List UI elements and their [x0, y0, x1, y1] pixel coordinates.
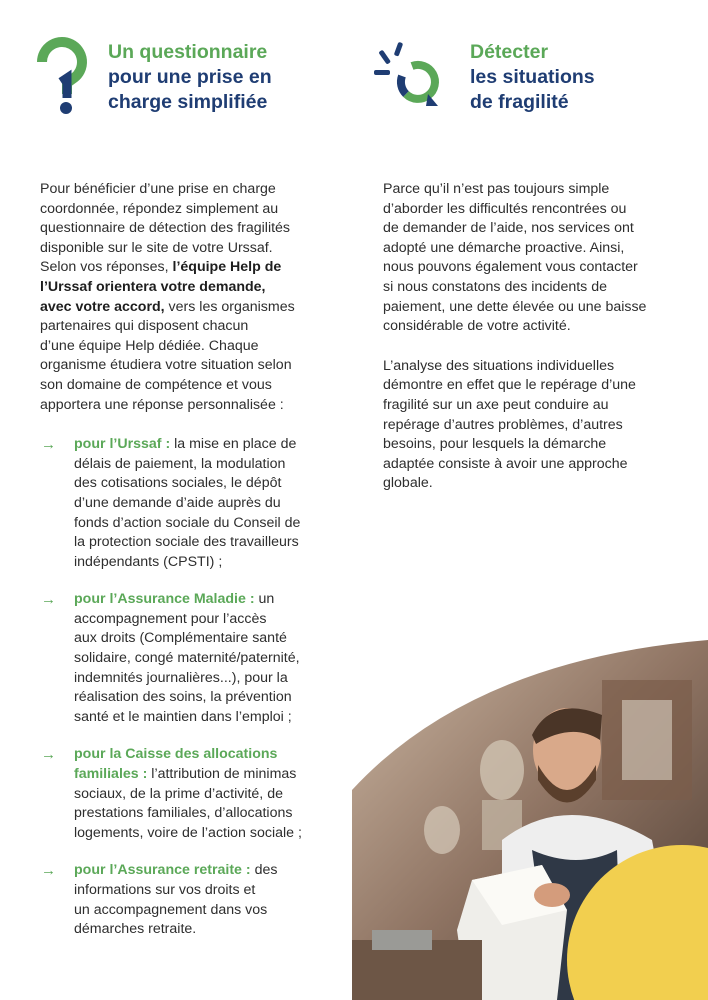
text-line: démarches retraite. [74, 921, 197, 938]
bullet-label: pour l’Urssaf : [74, 436, 171, 453]
magnifier-burst-icon [372, 36, 442, 116]
text-line [74, 861, 340, 881]
text-line: aux droits (Complémentaire santé [74, 630, 287, 647]
text-line: repérage d’autres problèmes, d’autres [383, 416, 623, 433]
bullet-label: pour l’Assurance retraite : [74, 862, 251, 879]
text-line: globale. [383, 475, 433, 492]
text-run: l’attribution de minimas [147, 766, 297, 783]
text-line: de demander de l’aide, nos services ont [383, 220, 634, 237]
text-run: Selon vos réponses, [40, 259, 173, 276]
text-line: prestations familiales, d’allocations [74, 805, 293, 822]
bullet-urssaf [40, 435, 340, 572]
text-line [74, 435, 340, 455]
text-line: indépendants (CPSTI) ; [74, 553, 223, 570]
photo-illustration [352, 640, 708, 1000]
title-line: les situations [470, 66, 595, 88]
text-line: accompagnement pour l’accès [74, 610, 267, 627]
text-run: un [254, 591, 275, 608]
craftsman-sculpting-stone-photo [352, 640, 708, 1000]
text-line: indemnités journalières...), pour la [74, 669, 288, 686]
intro-paragraph [40, 180, 340, 415]
bullet-label: pour la Caisse des allocations [74, 746, 278, 763]
text-line [74, 590, 340, 610]
text-line: réalisation des soins, la prévention [74, 689, 292, 706]
text-line: nous pouvons également vous contacter [383, 259, 638, 276]
arrow-right-icon: → [41, 436, 56, 454]
text-line: informations sur vos droits et [74, 882, 256, 898]
title-line: Détecter [470, 41, 549, 63]
text-line: questionnaire de détection des fragilités [40, 220, 291, 237]
text-line: démontre en effet que le repérage d’une [383, 377, 636, 394]
proactive-paragraph [383, 180, 683, 337]
right-column [383, 180, 683, 494]
arrow-right-icon: → [41, 862, 56, 880]
text-run: la mise en place de [170, 436, 297, 453]
text-line: L’analyse des situations individuelles [383, 357, 615, 374]
text-line: considérable de votre activité. [383, 318, 571, 335]
questionnaire-title [108, 40, 348, 115]
text-line: organisme étudiera votre situation selon [40, 357, 292, 374]
text-line: d’aborder les difficultés rencontrées ou [383, 200, 627, 217]
text-line [40, 258, 340, 278]
bullet-caf [40, 745, 340, 843]
text-line: Pour bénéficier d’une prise en charge [40, 181, 276, 197]
left-column [40, 180, 340, 940]
bullet-label: pour l’Assurance Maladie : [74, 591, 255, 608]
text-line [74, 765, 340, 785]
text-line: paiement, une dette élevée ou une baisse [383, 298, 647, 315]
title-line: de fragilité [470, 91, 569, 113]
text-line: si nous constatons des incidents de [383, 278, 607, 295]
title-line: pour une prise en [108, 66, 272, 88]
text-line: solidaire, congé maternité/paternité, [74, 650, 300, 667]
arrow-right-icon: → [41, 591, 56, 609]
text-line: logements, voire de l’action sociale ; [74, 824, 302, 841]
text-line: la protection sociale des travailleurs [74, 534, 299, 551]
text-line: Parce qu’il n’est pas toujours simple [383, 181, 610, 197]
text-line: coordonnée, répondez simplement au [40, 200, 279, 217]
question-mark-icon [36, 36, 92, 116]
text-line: disponible sur le site de votre Urssaf. [40, 239, 273, 256]
text-line [40, 298, 340, 318]
bullet-assurance-retraite [40, 861, 340, 939]
text-line: des cotisations sociales, le dépôt [74, 475, 282, 492]
emphasis-text: l’Urssaf orientera votre demande, [40, 278, 266, 295]
text-line: fonds d’action sociale du Conseil de [74, 514, 301, 531]
text-line: délais de paiement, la modulation [74, 455, 286, 472]
bullet-label: familiales : [74, 766, 148, 783]
text-line: son domaine de compétence et vous [40, 376, 272, 393]
text-line: adaptée consiste à avoir une approche [383, 455, 628, 472]
fragility-title [470, 40, 708, 115]
text-line: un accompagnement dans vos [74, 901, 268, 918]
text-line: apportera une réponse personnalisée : [40, 396, 284, 413]
title-line: Un questionnaire [108, 41, 268, 63]
text-line: d’une équipe Help dédiée. Chaque [40, 337, 259, 354]
text-line: santé et le maintien dans l’emploi ; [74, 708, 292, 725]
arrow-right-icon: → [41, 746, 56, 764]
analysis-paragraph [383, 357, 683, 494]
text-run: vers les organismes [164, 298, 295, 315]
text-line: fragilité sur un axe peut conduire au [383, 396, 609, 413]
title-line: charge simplifiée [108, 91, 268, 113]
text-line: partenaires qui disposent chacun [40, 318, 249, 335]
text-line: sociaux, de la prime d’activité, de [74, 785, 283, 802]
text-line: adopté une démarche proactive. Ainsi, [383, 239, 625, 256]
emphasis-text: avec votre accord, [40, 298, 165, 315]
emphasis-text: l’équipe Help de [172, 259, 282, 276]
bullet-assurance-maladie [40, 590, 340, 727]
text-line: d’une demande d’aide auprès du [74, 494, 281, 511]
text-line: besoins, pour lesquels la démarche [383, 436, 607, 453]
text-run: des [250, 862, 278, 879]
